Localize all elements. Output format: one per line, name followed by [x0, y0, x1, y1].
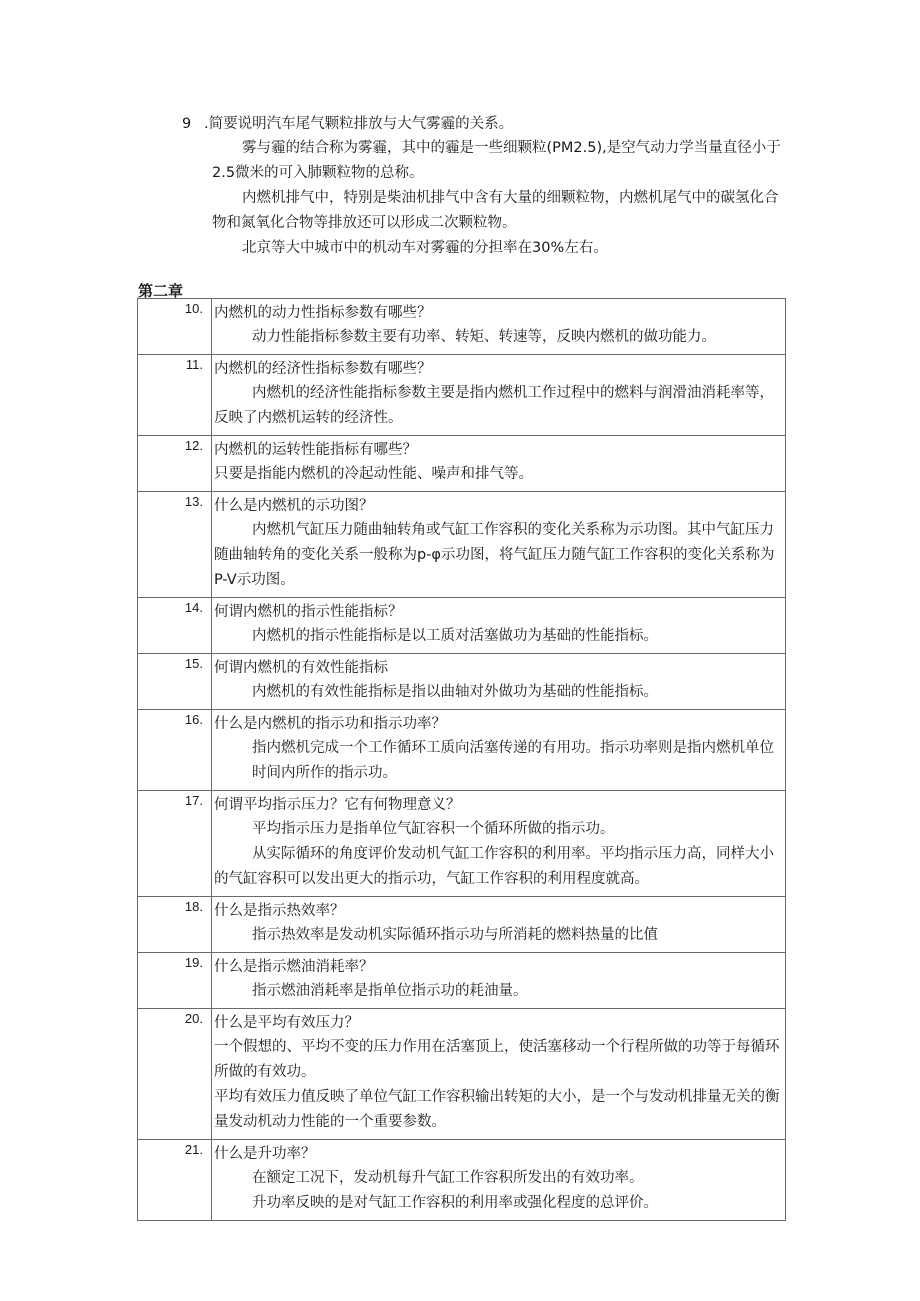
question-body: [212, 791, 786, 897]
intro-question-number: 9: [182, 116, 192, 132]
intro-paragraph: 北京等大中城市中的机动车对雾霾的分担率在30%左右。: [242, 240, 608, 256]
question-number: 17.: [138, 791, 212, 897]
question-number: 21.: [138, 1140, 212, 1221]
qa-table-body: [138, 299, 786, 1221]
answer-text: 平均指示压力是指单位气缸容积一个循环所做的指示功。: [252, 821, 615, 837]
question-number: 20.: [138, 1009, 212, 1140]
question-number: 18.: [138, 897, 212, 953]
answer-text: 内燃机的经济性能指标参数主要是指内燃机工作过程中的燃料与润滑油消耗率等，反映了内燃机运转的经济性。: [214, 385, 774, 426]
intro-question: [182, 112, 513, 133]
intro-paragraph: 雾与霾的结合称为雾霾，其中的霾是一些细颗粒(PM2.5),是空气动力学当量直径小于2.5微米的可入肺颗粒物的总称。: [212, 140, 781, 181]
question-body: [212, 492, 786, 598]
question-body: [212, 953, 786, 1009]
question-number: 16.: [138, 710, 212, 791]
qa-row: [138, 654, 786, 710]
qa-table: [137, 298, 786, 1221]
qa-row: [138, 492, 786, 598]
intro-paragraph: 内燃机排气中，特别是柴油机排气中含有大量的细颗粒物，内燃机尾气中的碳氢化合物和氮氧化合物等排放还可以形成二次颗粒物。: [212, 190, 779, 231]
question-text: 什么是升功率？: [214, 1146, 316, 1162]
qa-row: [138, 1140, 786, 1221]
question-text: 什么是平均有效压力？: [214, 1015, 359, 1031]
answer-text: 平均有效压力值反映了单位气缸工作容积输出转矩的大小，是一个与发动机排量无关的衡量发动机动力性能的一个重要参数。: [214, 1089, 780, 1130]
answer-text: 从实际循环的角度评价发动机气缸工作容积的利用率。平均指示压力高，同样大小的气缸容积可以发出更大的指示功，气缸工作容积的利用程度就高。: [214, 846, 774, 887]
answer-text: 指内燃机完成一个工作循环工质向活塞传递的有用功。指示功率则是指内燃机单位时间内所作的指示功。: [252, 740, 774, 781]
answer-text: 升功率反映的是对气缸工作容积的利用率或强化程度的总评价。: [252, 1195, 658, 1211]
question-number: 12.: [138, 436, 212, 492]
question-number: 11.: [138, 355, 212, 436]
question-number: 15.: [138, 654, 212, 710]
question-number: 10.: [138, 299, 212, 355]
question-text: 何谓内燃机的指示性能指标？: [214, 604, 403, 620]
question-body: [212, 1009, 786, 1140]
answer-text: 内燃机气缸压力随曲轴转角或气缸工作容积的变化关系称为示功图。其中气缸压力随曲轴转角的变化关系一般称为p-φ示功图，将气缸压力随气缸工作容积的变化关系称为P-V示功图。: [214, 522, 775, 588]
qa-row: [138, 953, 786, 1009]
qa-row: [138, 355, 786, 436]
question-text: 何谓内燃机的有效性能指标: [214, 660, 388, 676]
answer-text: 在额定工况下，发动机每升气缸工作容积所发出的有效功率。: [252, 1170, 644, 1186]
question-body: [212, 436, 786, 492]
question-text: 何谓平均指示压力？它有何物理意义？: [214, 797, 461, 813]
question-body: [212, 654, 786, 710]
question-body: [212, 598, 786, 654]
question-text: 什么是指示燃油消耗率？: [214, 959, 374, 975]
question-body: [212, 1140, 786, 1221]
question-body: [212, 299, 786, 355]
answer-text: 指示热效率是发动机实际循环指示功与所消耗的燃料热量的比值: [252, 927, 658, 943]
question-text: 什么是内燃机的指示功和指示功率？: [214, 716, 446, 732]
answer-text: 内燃机的有效性能指标是指以曲轴对外做功为基础的性能指标。: [252, 684, 658, 700]
answer-text: 指示燃油消耗率是指单位指示功的耗油量。: [252, 983, 528, 999]
answer-text: 只要是指能内燃机的冷起动性能、噪声和排气等。: [214, 466, 533, 482]
question-text: 内燃机的经济性指标参数有哪些？: [214, 361, 432, 377]
chapter-heading: 第二章: [138, 282, 184, 300]
question-number: 14.: [138, 598, 212, 654]
qa-row: [138, 710, 786, 791]
question-body: [212, 897, 786, 953]
answer-text: 一个假想的、平均不变的压力作用在活塞顶上，使活塞移动一个行程所做的功等于每循环所做的有效功。: [214, 1039, 780, 1080]
question-text: 内燃机的动力性指标参数有哪些？: [214, 305, 432, 321]
qa-row: [138, 897, 786, 953]
qa-row: [138, 436, 786, 492]
question-number: 13.: [138, 492, 212, 598]
question-body: [212, 710, 786, 791]
answer-text: 内燃机的指示性能指标是以工质对活塞做功为基础的性能指标。: [252, 628, 658, 644]
question-number: 19.: [138, 953, 212, 1009]
question-text: 内燃机的运转性能指标有哪些？: [214, 442, 417, 458]
qa-row: [138, 791, 786, 897]
answer-text: 动力性能指标参数主要有功率、转矩、转速等，反映内燃机的做功能力。: [252, 329, 716, 345]
question-body: [212, 355, 786, 436]
question-text: 什么是指示热效率？: [214, 903, 345, 919]
intro-question-text: .简要说明汽车尾气颗粒排放与大气雾霾的关系。: [204, 116, 514, 132]
qa-row: [138, 299, 786, 355]
qa-row: [138, 1009, 786, 1140]
qa-row: [138, 598, 786, 654]
question-text: 什么是内燃机的示功图？: [214, 498, 374, 514]
